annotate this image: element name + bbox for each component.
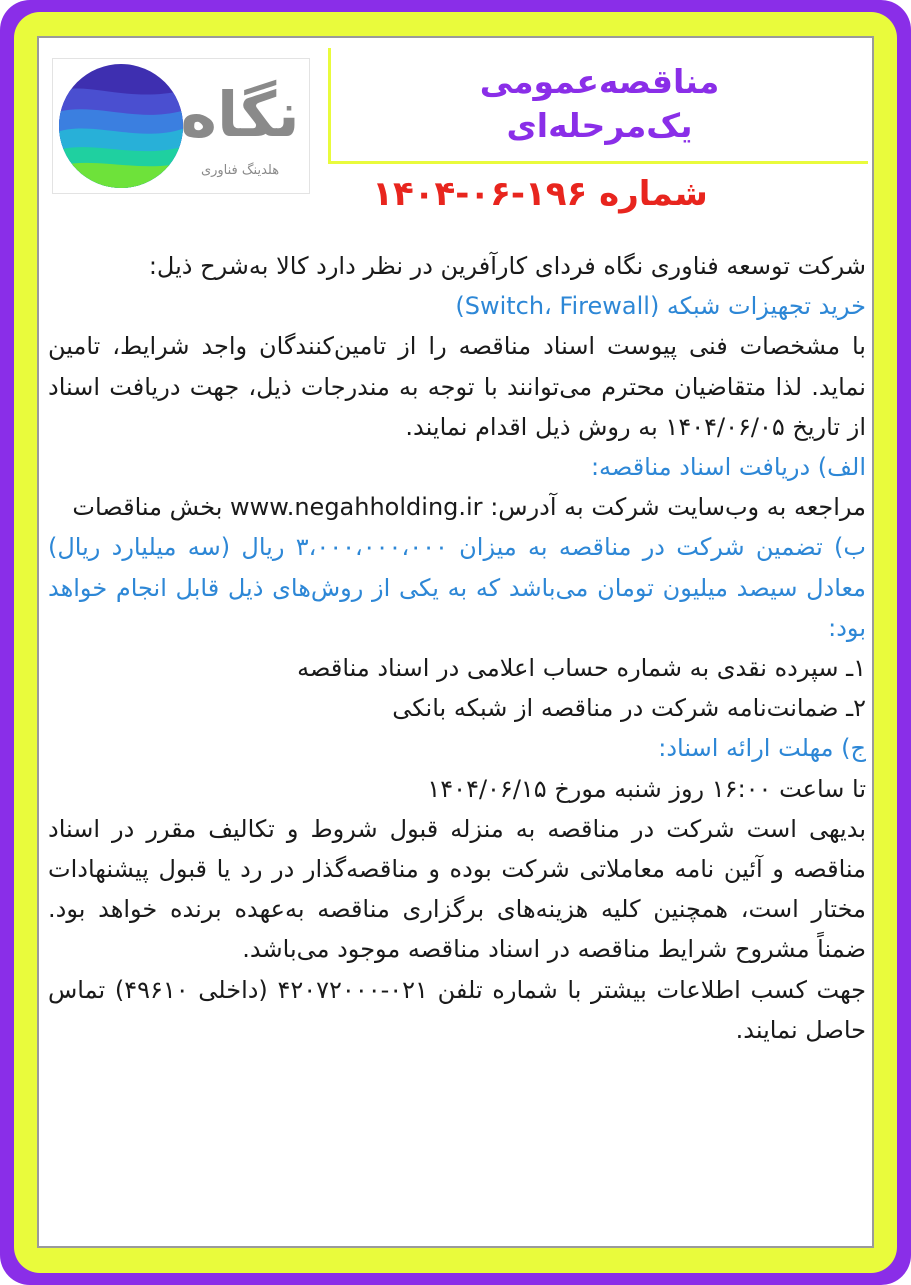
description-text: با مشخصات فنی پیوست اسناد مناقصه را از تامین‌کنندگان واجد شرایط، تامین نماید. لذا متقاضیان محترم می‌توانند با توجه به مندرجات ذیل، جهت دریافت اسناد از تاریخ ۱۴۰۴/۰۶/۰۵ به روش ذیل اقدام نمایند. (48, 332, 866, 441)
section-b-text: ب) تضمین شرکت در مناقصه به میزان ۳،۰۰۰،۰۰۰،۰۰۰ ریال (سه میلیارد ریال) معادل سیصد میلیون تومان می‌باشد که به یکی از روش‌های ذیل قابل انجام خواهد بود: (48, 533, 866, 642)
contact-text: جهت کسب اطلاعات بیشتر با شماره تلفن ۰۲۱-۴۲۰۷۲۰۰۰ (داخلی ۴۹۶۱۰) تماس حاصل نمایند. (48, 975, 867, 1044)
section-a-title: الف) دریافت اسناد مناقصه: (590, 453, 866, 482)
list-item-1: ۱ـ سپرده نقدی به شماره حساب اعلامی در اسناد مناقصه (297, 654, 866, 683)
title-box (328, 48, 868, 164)
subject-text: خرید تجهیزات شبکه (Switch، Firewall) (455, 292, 866, 321)
tender-number: شماره ۱۹۶-۰۶-۱۴۰۴ (372, 174, 708, 214)
website-link[interactable]: www.negahholding.ir (230, 493, 483, 522)
notice-body (48, 246, 866, 1050)
wave-globe-icon (57, 62, 185, 190)
terms-text: بدیهی است شرکت در مناقصه به منزله قبول شروط و تکالیف مقرر در اسناد مناقصه و آئین نامه معاملاتی شرکت بوده و مناقصه‌گذار در رد یا قبول پیشنهادات مختار است، همچنین کلیه هزینه‌های برگزاری مناقصه به‌عهده برنده خواهد بود. ضمناً مشروح شرایط مناقصه در اسناد مناقصه موجود می‌باشد. (48, 814, 866, 964)
logo-brand-text: نگاه (180, 78, 300, 151)
title-line-1: مناقصه‌عمومی (479, 62, 720, 101)
company-logo (52, 58, 310, 194)
section-a-paragraph (48, 487, 866, 527)
section-a-text: مراجعه به وب‌سایت شرکت به آدرس: (490, 493, 866, 522)
list-item-2: ۲ـ ضمانت‌نامه شرکت در مناقصه از شبکه بانکی (392, 694, 866, 723)
deadline-text: تا ساعت ۱۶:۰۰ روز شنبه مورخ ۱۴۰۴/۰۶/۱۵ (427, 774, 866, 803)
logo-subtitle: هلدینگ فناوری (200, 163, 280, 178)
title-line-2: یک‌مرحله‌ای (506, 106, 693, 145)
intro-text: شرکت توسعه فناوری نگاه فردای کارآفرین در نظر دارد کالا به‌شرح ذیل: (148, 252, 866, 280)
section-a-tail: بخش مناقصات (72, 493, 223, 522)
section-c-title: ج) مهلت ارائه اسناد: (658, 734, 866, 763)
